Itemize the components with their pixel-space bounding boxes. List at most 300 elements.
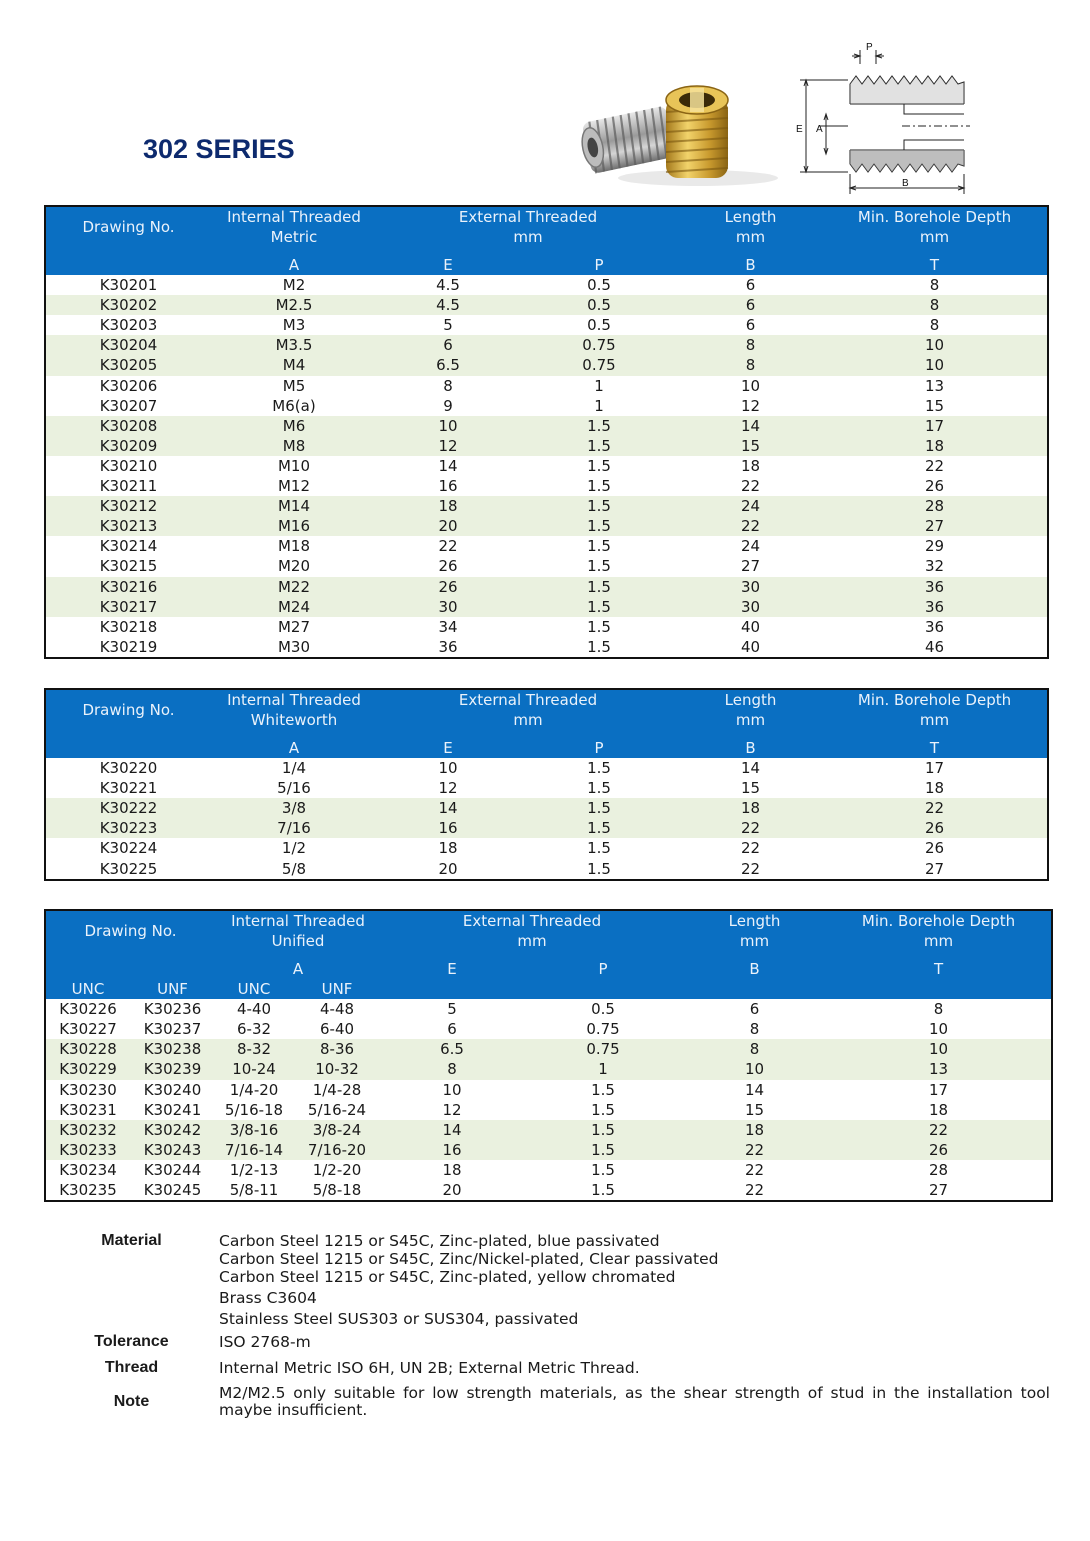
table-cell: 6 [679, 295, 822, 315]
table-cell: 15 [679, 436, 822, 456]
table-cell: 1.5 [519, 516, 679, 536]
table-cell: 20 [442, 1181, 462, 1200]
table-cell: 3/8-16 [215, 1120, 293, 1140]
table-cell: 10 [377, 416, 519, 436]
table-cell: 0.75 [586, 1020, 620, 1039]
table-cell: 1/2-20 [312, 1160, 362, 1179]
col-b: B [683, 959, 826, 979]
thread-value: Internal Metric ISO 6H, UN 2B; External Metric Thread. [219, 1359, 640, 1377]
table-cell: M12 [277, 477, 311, 496]
table-cell: 20 [438, 859, 458, 878]
table-row [45, 818, 1048, 838]
col-depth: Min. Borehole Depth [826, 910, 1052, 931]
table-cell: 15 [740, 779, 761, 798]
table-cell: 6 [447, 1020, 457, 1039]
material-item: Carbon Steel 1215 or S45C, Zinc-plated, blue passivated [219, 1232, 660, 1250]
table-cell: 27 [822, 516, 1048, 536]
table-cell: 1.5 [519, 436, 679, 456]
table-cell: 0.5 [587, 316, 611, 335]
table-cell: K30221 [99, 779, 158, 798]
table-cell: 6 [377, 335, 519, 355]
table-cell: 8 [822, 295, 1048, 315]
table-cell: 1.5 [587, 637, 611, 656]
table-cell: K30218 [99, 617, 158, 636]
table-cell: 46 [924, 637, 945, 656]
table-cell: 36 [822, 577, 1048, 597]
table-cell: 29 [924, 537, 945, 556]
col-depth: Min. Borehole Depth [822, 689, 1048, 710]
col-external: External Threaded [377, 206, 679, 227]
table-cell: 10-32 [293, 1059, 381, 1079]
table-cell: M10 [277, 456, 311, 475]
table-cell: K30242 [130, 1120, 215, 1140]
table-cell: K30244 [143, 1160, 202, 1179]
material-label: Material [101, 1232, 162, 1249]
col-t: T [822, 255, 1048, 275]
table-cell: K30208 [45, 416, 211, 436]
table-cell: 0.5 [519, 295, 679, 315]
col-internal-sub: Unified [215, 931, 381, 951]
table-cell: 10 [683, 1059, 826, 1079]
table-cell: 27 [740, 557, 761, 576]
table-cell: 22 [683, 1140, 826, 1160]
note-label: Note [113, 1393, 150, 1410]
table-cell: 9 [443, 396, 453, 415]
table-cell: K30227 [59, 1020, 117, 1039]
table-row [45, 275, 1048, 295]
table-cell: K30206 [99, 376, 158, 395]
col-internal-sub: Metric [211, 227, 377, 247]
table-cell: 6 [745, 276, 756, 295]
table-cell: 22 [822, 798, 1048, 818]
table-cell: 12 [438, 779, 458, 798]
col-external-unit: mm [381, 931, 683, 951]
table-cell: M3.5 [211, 335, 377, 355]
table-cell: M4 [211, 355, 377, 375]
table-cell: 10 [826, 1039, 1052, 1059]
table-cell: 0.75 [519, 335, 679, 355]
table-cell: 36 [924, 617, 945, 636]
col-a: A [215, 959, 381, 979]
table-cell: 10 [740, 376, 761, 395]
table-cell: 1/2 [281, 839, 307, 858]
table-cell: 14 [679, 416, 822, 436]
table-row [45, 536, 1048, 556]
table-cell: 14 [438, 456, 458, 475]
table-cell: 14 [377, 798, 519, 818]
table-row [45, 315, 1048, 335]
diagram-label-e: E [796, 124, 803, 135]
table-cell: K30237 [143, 1020, 202, 1039]
table-cell: 1.5 [587, 557, 611, 576]
table-cell: M6(a) [272, 396, 316, 415]
table-cell: K30204 [45, 335, 211, 355]
metric-spec-table [44, 205, 1049, 659]
table-cell: 8 [749, 1020, 760, 1039]
table-cell: K30228 [45, 1039, 130, 1059]
table-cell: K30225 [99, 859, 158, 878]
table-cell: 10-24 [215, 1059, 293, 1079]
table-cell: 26 [377, 577, 519, 597]
table-cell: 6-40 [319, 1020, 355, 1039]
table-cell: 28 [928, 1160, 949, 1179]
table-cell: K30234 [59, 1160, 117, 1179]
col-internal: Internal Threaded [211, 689, 377, 710]
table-cell: 1.5 [587, 617, 611, 636]
table-cell: 1.5 [591, 1080, 615, 1099]
table-cell: M20 [277, 557, 311, 576]
table-cell: 22 [924, 456, 945, 475]
col-length: Length [683, 910, 826, 931]
table-cell: M2.5 [211, 295, 377, 315]
col-drawing-unf: UNF [130, 979, 215, 999]
table-cell: 10 [442, 1080, 462, 1099]
table-row [45, 597, 1048, 617]
table-cell: K30232 [45, 1120, 130, 1140]
product-photo [578, 78, 778, 188]
table-cell: 8 [929, 276, 940, 295]
table-cell: 1.5 [587, 759, 611, 778]
table-row [45, 496, 1048, 516]
col-a: A [211, 738, 377, 758]
col-length-unit: mm [679, 227, 822, 247]
col-external-unit: mm [377, 710, 679, 730]
col-drawing-unc: UNC [45, 979, 130, 999]
table-cell: 30 [377, 597, 519, 617]
table-cell: 0.5 [587, 276, 611, 295]
col-e: E [381, 959, 523, 979]
table-cell: 28 [822, 496, 1048, 516]
table-row [45, 637, 1048, 658]
table-cell: K30214 [99, 537, 158, 556]
table-cell: 18 [377, 496, 519, 516]
table-cell: 5/16-24 [307, 1100, 367, 1119]
col-p: P [523, 959, 683, 979]
material-item: Brass C3604 [219, 1289, 317, 1307]
table-cell: 4.5 [377, 295, 519, 315]
note-value: M2/M2.5 only suitable for low strength materials, as the shear strength of stud in the installation tool maybe insufficient. [219, 1384, 1050, 1419]
table-cell: 8 [443, 376, 453, 395]
table-cell: 13 [924, 376, 945, 395]
table-cell: 17 [822, 416, 1048, 436]
col-p: P [519, 255, 679, 275]
table-cell: 8 [933, 1000, 944, 1019]
table-cell: K30235 [59, 1181, 117, 1200]
table-cell: 1.5 [519, 416, 679, 436]
table-row [45, 335, 1048, 355]
table-cell: 10 [928, 1020, 949, 1039]
table-cell: 7/16 [211, 818, 377, 838]
table-cell: 36 [438, 637, 458, 656]
table-cell: 14 [381, 1120, 523, 1140]
table-cell: 4-48 [319, 1000, 355, 1019]
table-cell: 1.5 [587, 859, 611, 878]
col-e: E [377, 255, 519, 275]
table-cell: M2 [282, 276, 306, 295]
page-title: 302 SERIES [143, 134, 295, 164]
table-row [45, 1080, 1052, 1100]
material-item: Stainless Steel SUS303 or SUS304, passivated [219, 1310, 579, 1328]
table-cell: K30215 [99, 557, 158, 576]
col-b: B [679, 255, 822, 275]
table-cell: 1/4-20 [229, 1080, 279, 1099]
table-cell: 8-32 [215, 1039, 293, 1059]
table-cell: M14 [211, 496, 377, 516]
table-cell: 26 [924, 839, 945, 858]
table-row [45, 396, 1048, 416]
col-drawing-no: Drawing No. [45, 910, 215, 951]
table-cell: 8 [381, 1059, 523, 1079]
table-cell: 24 [740, 537, 761, 556]
table-cell: 7/16-20 [293, 1140, 381, 1160]
table-cell: M3 [282, 316, 306, 335]
table-row [45, 1019, 1052, 1039]
table-row [45, 838, 1048, 858]
table-cell: 8-36 [293, 1039, 381, 1059]
table-cell: 18 [924, 779, 945, 798]
table-cell: K30226 [59, 1000, 117, 1019]
table-cell: K30212 [45, 496, 211, 516]
col-t: T [826, 959, 1052, 979]
table-cell: 15 [744, 1100, 765, 1119]
table-cell: 1/4 [281, 759, 307, 778]
col-depth-unit: mm [822, 710, 1048, 730]
table-cell: 4.5 [436, 276, 460, 295]
table-cell: 22 [740, 477, 761, 496]
table-cell: 18 [822, 436, 1048, 456]
table-row [45, 859, 1048, 880]
table-cell: 4-40 [236, 1000, 272, 1019]
table-cell: K30201 [99, 276, 158, 295]
col-e: E [377, 738, 519, 758]
table-cell: K30209 [45, 436, 211, 456]
table-cell: 8 [679, 355, 822, 375]
table-cell: 26 [438, 557, 458, 576]
table-cell: 18 [438, 839, 458, 858]
col-length-unit: mm [683, 931, 826, 951]
table-row [45, 295, 1048, 315]
table-cell: 1.5 [591, 1181, 615, 1200]
table-cell: K30245 [143, 1181, 202, 1200]
unified-spec-table [44, 909, 1053, 1202]
table-cell: 13 [826, 1059, 1052, 1079]
table-row [45, 1039, 1052, 1059]
table-cell: K30238 [130, 1039, 215, 1059]
table-cell: 10 [822, 335, 1048, 355]
col-drawing-no: Drawing No. [45, 689, 211, 730]
table-cell: K30231 [59, 1100, 117, 1119]
table-row [45, 476, 1048, 496]
table-cell: 16 [377, 818, 519, 838]
col-b: B [679, 738, 822, 758]
steel-insert [578, 105, 676, 175]
table-cell: 14 [744, 1080, 765, 1099]
diagram-label-p: P [866, 42, 873, 53]
table-cell: 5 [447, 1000, 457, 1019]
table-cell: 17 [924, 759, 945, 778]
col-length-unit: mm [679, 710, 822, 730]
table-cell: 3/8 [211, 798, 377, 818]
table-cell: 5/8 [281, 859, 307, 878]
table-cell: 1.5 [587, 537, 611, 556]
col-depth: Min. Borehole Depth [822, 206, 1048, 227]
table-cell: 1/4-28 [312, 1080, 362, 1099]
table-cell: K30203 [99, 316, 158, 335]
table-cell: 6 [745, 316, 756, 335]
table-cell: M8 [211, 436, 377, 456]
table-cell: 20 [377, 516, 519, 536]
table-cell: 10 [438, 759, 458, 778]
table-cell: 22 [740, 859, 761, 878]
col-t: T [822, 738, 1048, 758]
table-cell: 6.5 [377, 355, 519, 375]
diagram-label-b: B [902, 178, 909, 189]
col-external: External Threaded [377, 689, 679, 710]
table-row [45, 1160, 1052, 1180]
tolerance-label: Tolerance [94, 1333, 169, 1350]
table-cell: 1.5 [523, 1120, 683, 1140]
table-cell: 22 [438, 537, 458, 556]
table-cell: 1.5 [523, 1140, 683, 1160]
table-row [45, 416, 1048, 436]
table-cell: 18 [740, 456, 761, 475]
table-cell: 6 [749, 1000, 760, 1019]
col-external-unit: mm [377, 227, 679, 247]
table-cell: 18 [928, 1100, 949, 1119]
table-cell: 1.5 [587, 839, 611, 858]
table-cell: 12 [377, 436, 519, 456]
table-cell: 22 [744, 1160, 765, 1179]
table-row [45, 355, 1048, 375]
table-cell: K30220 [99, 759, 158, 778]
table-cell: K30236 [143, 1000, 202, 1019]
table-cell: K30230 [59, 1080, 117, 1099]
table-cell: 26 [822, 818, 1048, 838]
table-cell: 0.75 [519, 355, 679, 375]
table-cell: 32 [924, 557, 945, 576]
table-row [45, 376, 1048, 396]
table-cell: 18 [683, 1120, 826, 1140]
table-cell: K30210 [99, 456, 158, 475]
table-cell: 6-32 [236, 1020, 272, 1039]
col-drawing-no: Drawing No. [45, 206, 211, 247]
table-cell: 12 [740, 396, 761, 415]
table-cell: K30223 [45, 818, 211, 838]
table-cell: 16 [381, 1140, 523, 1160]
table-cell: 8 [929, 316, 940, 335]
col-internal: Internal Threaded [211, 206, 377, 227]
table-cell: 18 [679, 798, 822, 818]
table-cell: 5 [443, 316, 453, 335]
table-cell: 8 [679, 335, 822, 355]
material-item: Carbon Steel 1215 or S45C, Zinc-plated, yellow chromated [219, 1268, 676, 1286]
table-cell: K30229 [45, 1059, 130, 1079]
table-cell: 1.5 [587, 477, 611, 496]
col-a-unf: UNF [293, 979, 381, 999]
table-cell: M6 [211, 416, 377, 436]
table-cell: 6.5 [381, 1039, 523, 1059]
table-cell: K30241 [143, 1100, 202, 1119]
table-cell: 17 [928, 1080, 949, 1099]
table-cell: M5 [282, 376, 306, 395]
col-length: Length [679, 206, 822, 227]
table-cell: 5/8-18 [312, 1181, 362, 1200]
table-cell: 26 [826, 1140, 1052, 1160]
table-cell: 0.5 [591, 1000, 615, 1019]
table-cell: 1.5 [519, 597, 679, 617]
table-cell: 15 [924, 396, 945, 415]
table-cell: M18 [277, 537, 311, 556]
table-cell: K30239 [130, 1059, 215, 1079]
table-cell: 1.5 [519, 496, 679, 516]
col-length: Length [679, 689, 822, 710]
table-cell: K30222 [45, 798, 211, 818]
table-cell: 7/16-14 [215, 1140, 293, 1160]
table-cell: 22 [826, 1120, 1052, 1140]
table-cell: 14 [740, 759, 761, 778]
table-row [45, 436, 1048, 456]
table-cell: K30240 [143, 1080, 202, 1099]
spec-notes [60, 1232, 1050, 1419]
table-row [45, 1120, 1052, 1140]
table-cell: K30202 [45, 295, 211, 315]
col-external: External Threaded [381, 910, 683, 931]
material-item: Carbon Steel 1215 or S45C, Zinc/Nickel-plated, Clear passivated [219, 1250, 719, 1268]
table-row [45, 617, 1048, 637]
table-row [45, 758, 1048, 778]
table-row [45, 516, 1048, 536]
table-cell: K30205 [45, 355, 211, 375]
table-cell: 5/16-18 [224, 1100, 284, 1119]
table-cell: 24 [679, 496, 822, 516]
table-cell: K30213 [45, 516, 211, 536]
table-cell: K30224 [99, 839, 158, 858]
table-cell: 27 [924, 859, 945, 878]
table-cell: K30233 [45, 1140, 130, 1160]
table-row [45, 1059, 1052, 1079]
table-cell: 1.5 [591, 1100, 615, 1119]
table-cell: K30211 [99, 477, 158, 496]
table-cell: 22 [679, 516, 822, 536]
table-cell: 30 [679, 597, 822, 617]
col-internal-sub: Whiteworth [211, 710, 377, 730]
table-cell: 1 [594, 376, 604, 395]
table-cell: 1.5 [591, 1160, 615, 1179]
material-list [219, 1232, 1050, 1329]
table-cell: 1.5 [519, 798, 679, 818]
table-cell: 22 [740, 839, 761, 858]
table-row [45, 798, 1048, 818]
table-row [45, 556, 1048, 576]
col-p: P [519, 738, 679, 758]
table-row [45, 577, 1048, 597]
table-cell: K30207 [99, 396, 158, 415]
table-cell: 1.5 [519, 577, 679, 597]
table-cell: M22 [211, 577, 377, 597]
table-cell: 8 [683, 1039, 826, 1059]
table-cell: 1 [523, 1059, 683, 1079]
table-row [45, 999, 1052, 1019]
table-cell: 3/8-24 [293, 1120, 381, 1140]
whitworth-spec-table [44, 688, 1049, 881]
table-cell: 18 [442, 1160, 462, 1179]
table-cell: 12 [442, 1100, 462, 1119]
col-depth-unit: mm [822, 227, 1048, 247]
col-a: A [211, 255, 377, 275]
table-cell: 5/16 [277, 779, 311, 798]
table-cell: 34 [438, 617, 458, 636]
table-cell: 22 [744, 1181, 765, 1200]
